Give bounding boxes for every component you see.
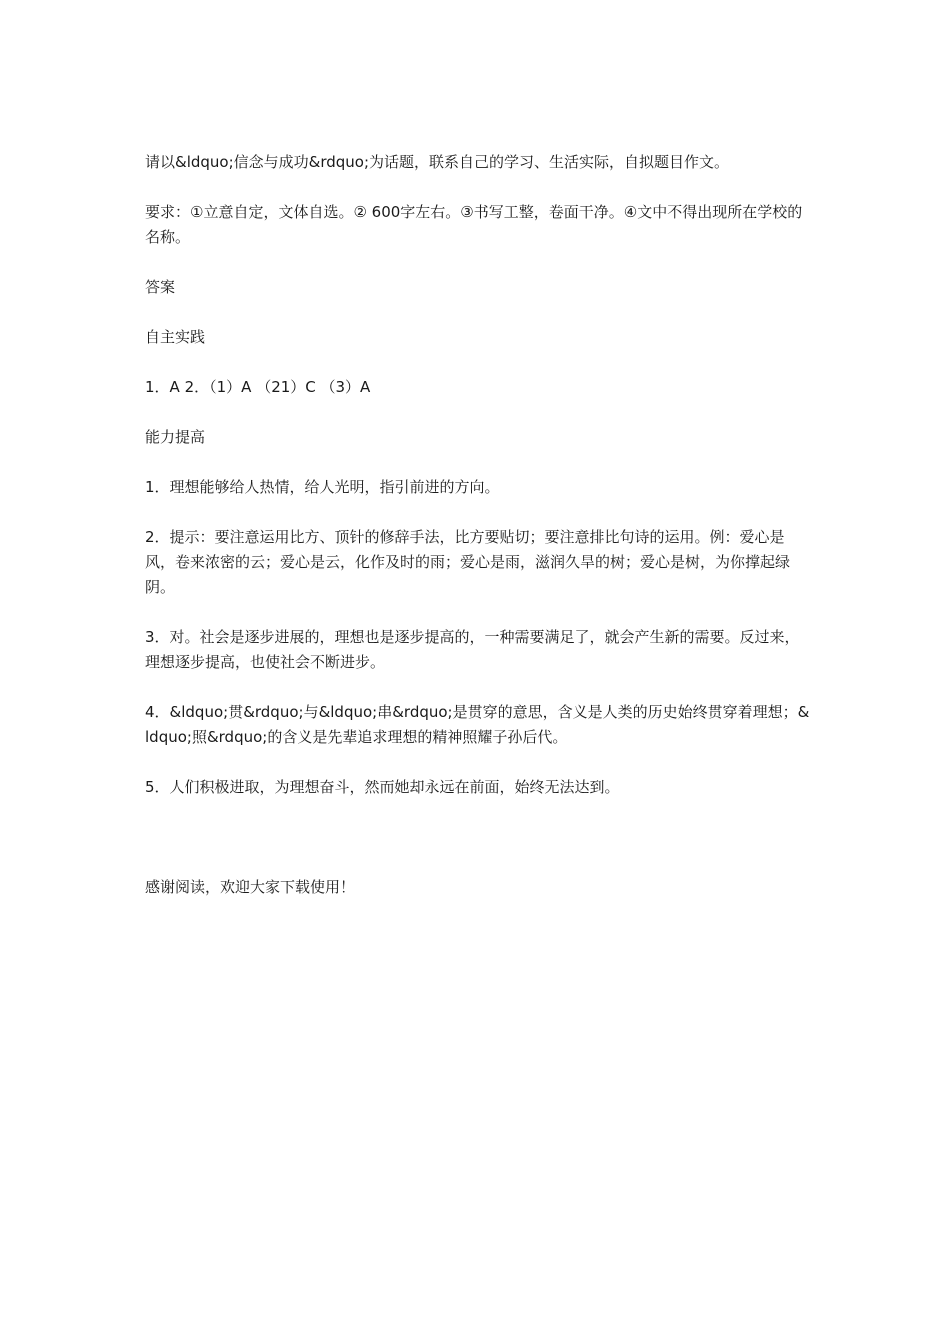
answer-item-3: 3．对。社会是逐步进展的，理想也是逐步提高的，一种需要满足了，就会产生新的需要。反过来，理想逐步提高，也使社会不断进步。 <box>145 628 800 671</box>
essay-requirements: 要求：①立意自定，文体自选。② 600字左右。③书写工整，卷面干净。④文中不得出现所在学校的名称。 <box>145 203 803 246</box>
answer-item-2: 2．提示：要注意运用比方、顶针的修辞手法，比方要贴切；要注意排比句诗的运用。例：爱心是风，卷来浓密的云；爱心是云，化作及时的雨；爱心是雨，滋润久旱的树；爱心是树，为你撑起绿阴。 <box>145 528 791 596</box>
answer-item-5: 5．人们积极进取，为理想奋斗，然而她却永远在前面，始终无法达到。 <box>145 778 620 796</box>
document-body <box>145 150 810 925</box>
self-practice-answers: 1．A 2．（1）A （21）C （3）A <box>145 378 371 396</box>
section-heading-ability: 能力提高 <box>145 428 206 446</box>
answers-heading: 答案 <box>145 278 176 296</box>
answer-item-4: 4．&ldquo;贯&rdquo;与&ldquo;串&rdquo;是贯穿的意思，含义是人类的历史始终贯穿着理想；&ldquo;照&rdquo;的含义是先辈追求理想的精神照耀子孙后代。 <box>145 703 810 746</box>
section-heading-self-practice: 自主实践 <box>145 328 206 346</box>
closing-note: 感谢阅读，欢迎大家下载使用！ <box>145 878 356 896</box>
answer-item-1: 1．理想能够给人热情，给人光明，指引前进的方向。 <box>145 478 500 496</box>
spacer <box>145 825 810 875</box>
essay-prompt: 请以&ldquo;信念与成功&rdquo;为话题，联系自己的学习、生活实际，自拟题目作文。 <box>145 153 730 171</box>
